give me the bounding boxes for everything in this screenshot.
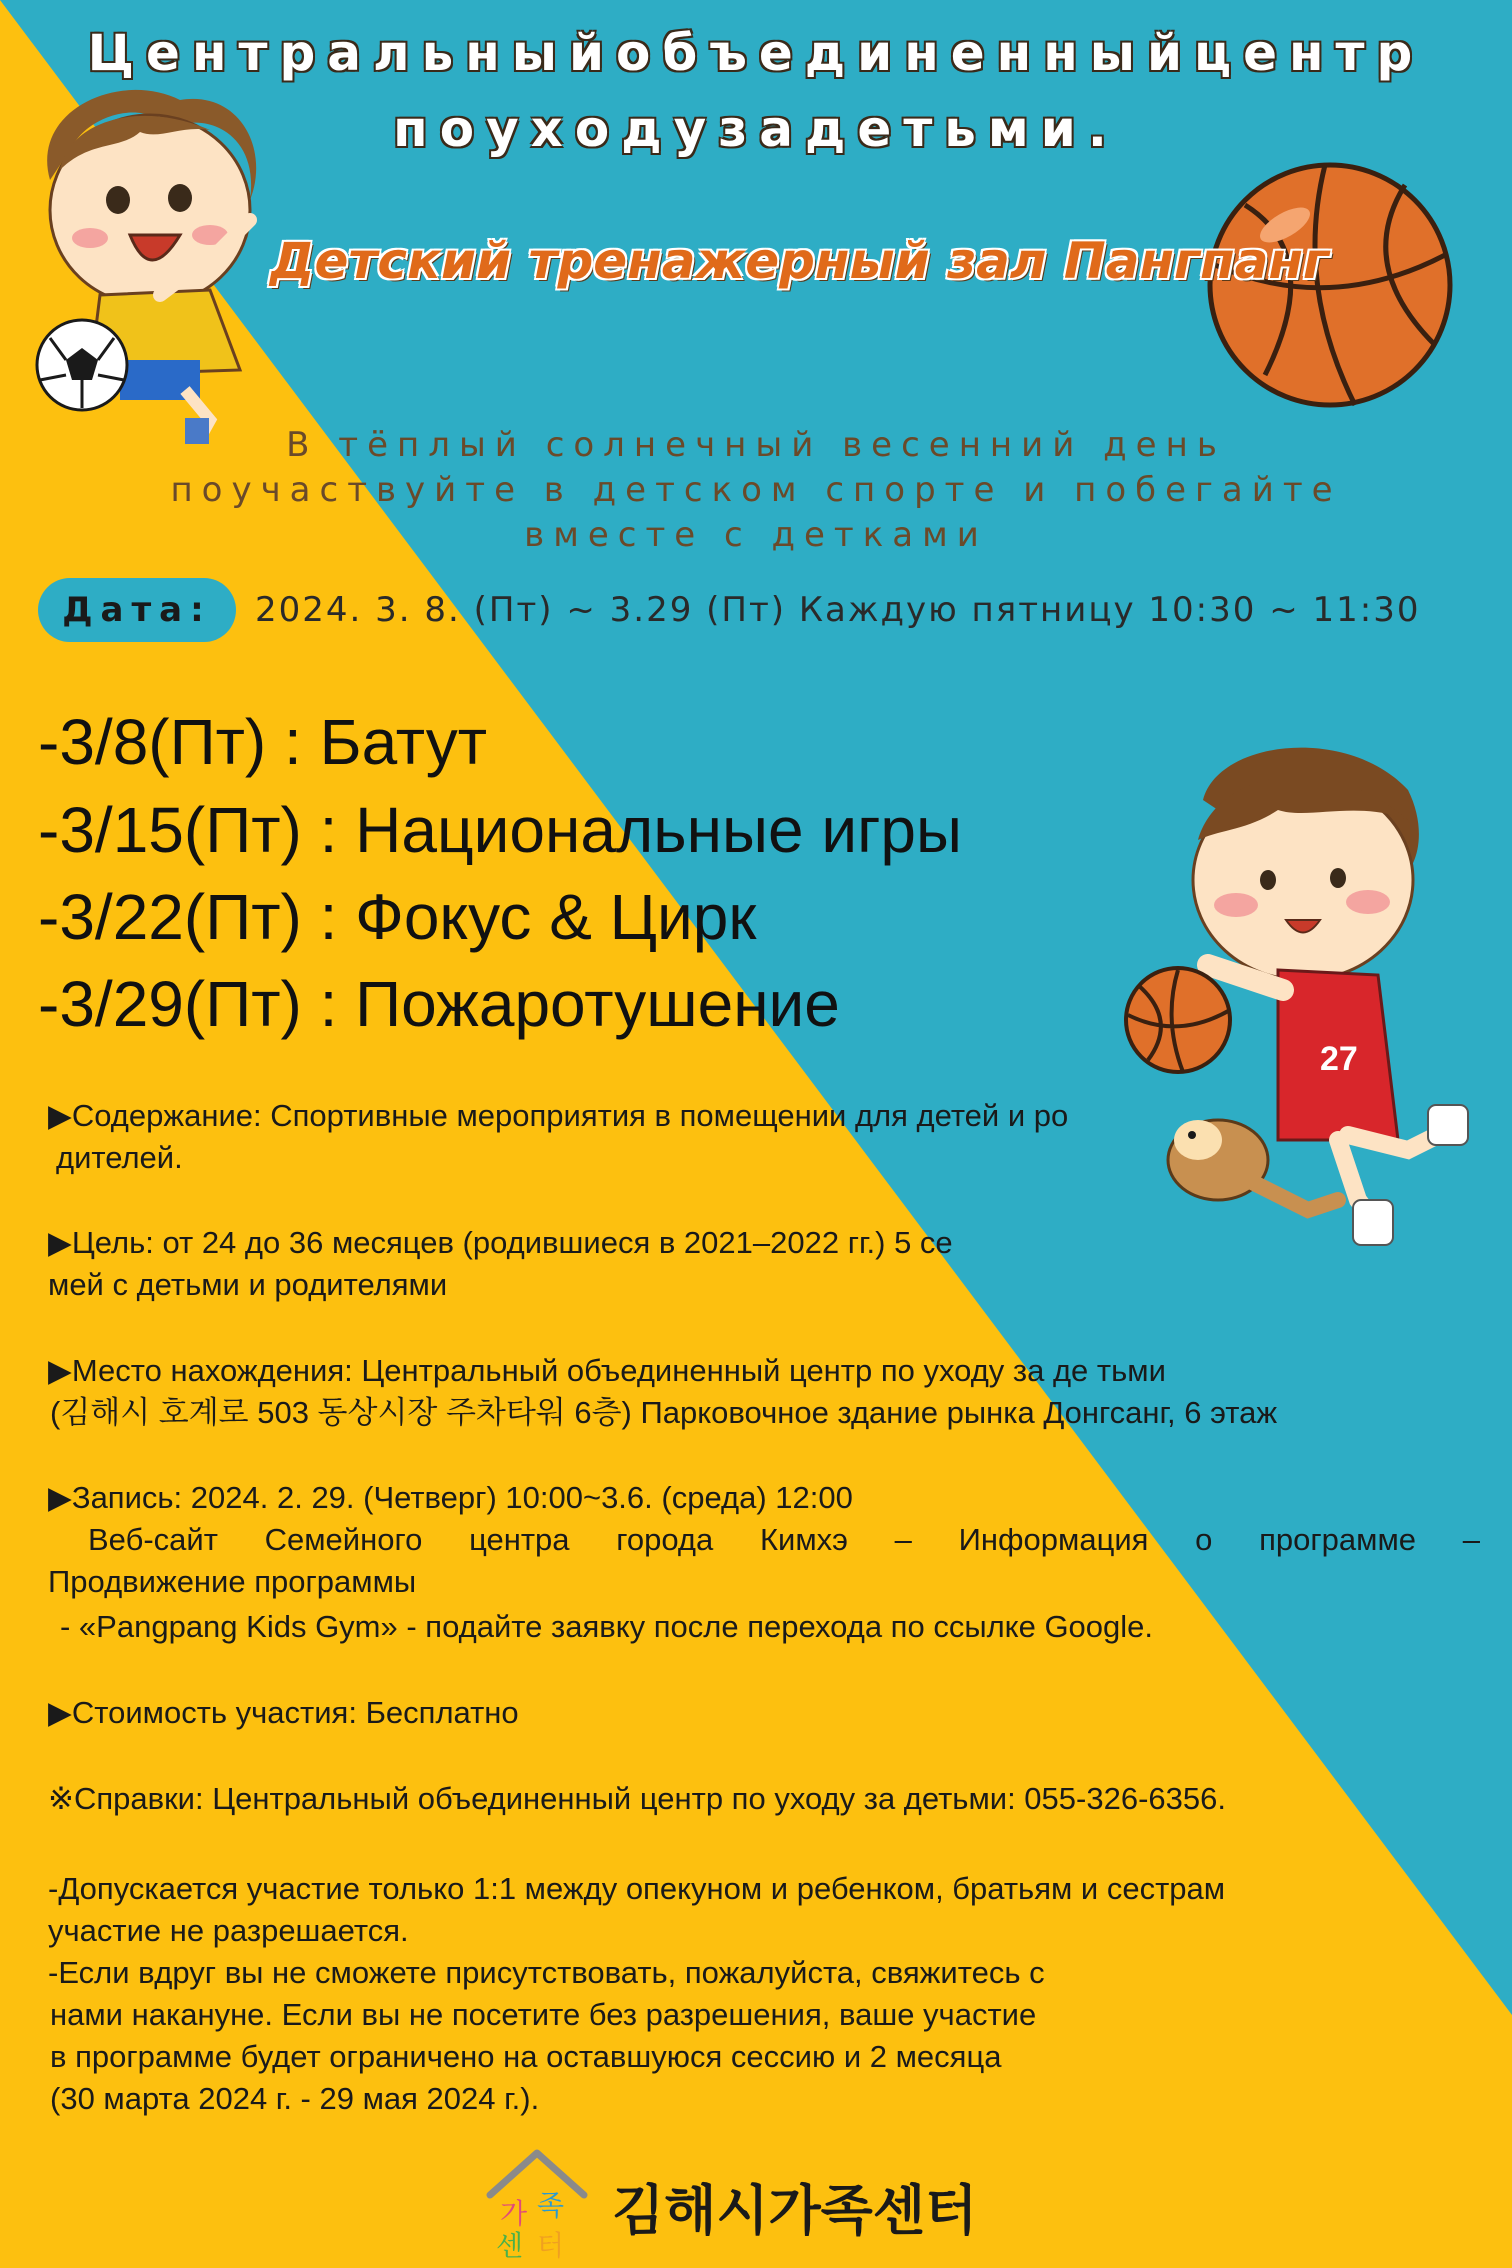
- svg-text:터: 터: [537, 2229, 565, 2260]
- svg-text:족: 족: [537, 2189, 565, 2222]
- inquiry-line: ※Справки: Центральный объединенный центр по уходу за детьми: 055-326-6356.: [48, 1781, 1226, 1816]
- schedule-item: -3/15(Пт) : Национальные игры: [38, 794, 962, 866]
- fee-line: ▶Стоимость участия: Бесплатно: [48, 1695, 519, 1730]
- rule-line6: (30 марта 2024 г. - 29 мая 2024 г.).: [50, 2081, 540, 2116]
- rule-line3: -Если вдруг вы не сможете присутствовать, пожалуйста, свяжитесь с: [48, 1955, 1045, 1990]
- svg-text:센: 센: [496, 2229, 524, 2260]
- date-label: Дата:: [38, 578, 236, 642]
- intro-line3: вместе с детками: [524, 515, 988, 555]
- date-value: 2024. 3. 8. (Пт) ~ 3.29 (Пт) Каждую пятницу 10:30 ~ 11:30: [255, 590, 1421, 630]
- content-line1: ▶Содержание: Спортивные мероприятия в помещении для детей и ро: [48, 1098, 1069, 1133]
- goal-line1: ▶Цель: от 24 до 36 месяцев (родившиеся в 2021–2022 гг.) 5 се: [48, 1225, 953, 1260]
- signup-line2: Веб-сайт Семейного центра города Кимхэ – Информация о программе –: [88, 1522, 1480, 1557]
- signup-line3: Продвижение программы: [48, 1564, 417, 1599]
- schedule-item: -3/29(Пт) : Пожаротушение: [38, 968, 840, 1040]
- basketball-icon: [1205, 145, 1455, 435]
- page-title-line2: поуходузадетьми.: [393, 100, 1119, 158]
- rule-line2: участие не разрешается.: [48, 1913, 409, 1948]
- place-line2: (김해시 호계로 503 동상시장 주차타워 6층) Парковочное здание рынка Донгсанг, 6 этаж: [50, 1395, 1278, 1430]
- signup-line1: ▶Запись: 2024. 2. 29. (Четверг) 10:00~3.6. (среда) 12:00: [48, 1480, 853, 1515]
- intro-line2: поучаствуйте в детском спорте и побегайте: [170, 470, 1342, 510]
- jersey-number: 27: [1320, 1040, 1358, 1078]
- content-line2: дителей.: [56, 1140, 183, 1175]
- page-subtitle: Детский тренажерный зал Пангпанг: [270, 232, 1330, 290]
- place-line1: ▶Место нахождения: Центральный объединенный центр по уходу за де тьми: [48, 1353, 1166, 1388]
- page-title-line1: Центральныйобъединенныйцентр: [87, 24, 1425, 82]
- family-center-logo-text: 김해시가족센터: [612, 2179, 978, 2242]
- boy-basketball-illustration: [1108, 730, 1478, 1260]
- intro-line1: В тёплый солнечный весенний день: [286, 425, 1226, 465]
- signup-line4: - «Pangpang Kids Gym» - подайте заявку после перехода по ссылке Google.: [60, 1609, 1154, 1644]
- schedule-item: -3/8(Пт) : Батут: [38, 706, 488, 778]
- rule-line4: нами накануне. Если вы не посетите без разрешения, ваше участие: [50, 1997, 1037, 2032]
- goal-line2: мей с детьми и родителями: [48, 1267, 448, 1302]
- schedule-item: -3/22(Пт) : Фокус & Цирк: [38, 881, 757, 953]
- svg-text:가: 가: [500, 2197, 528, 2230]
- family-center-logo-icon: [482, 2145, 592, 2260]
- rule-line1: -Допускается участие только 1:1 между опекуном и ребенком, братьям и сестрам: [48, 1871, 1226, 1906]
- rule-line5: в программе будет ограничено на оставшуюся сессию и 2 месяца: [50, 2039, 1002, 2074]
